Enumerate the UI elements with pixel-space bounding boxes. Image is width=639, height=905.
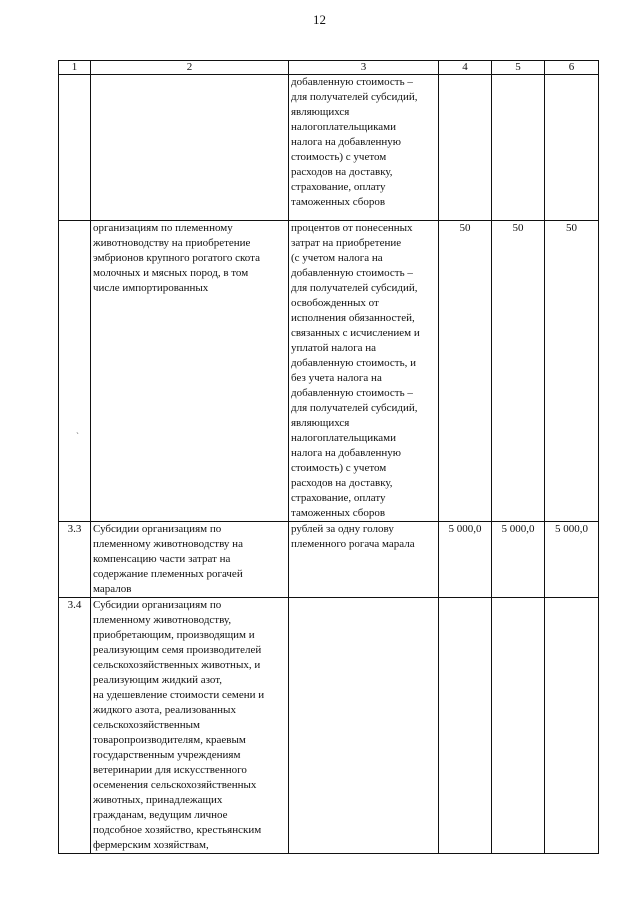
row-unit <box>289 598 439 854</box>
row-value-3 <box>545 598 599 854</box>
row-value-1: 50 <box>439 221 492 522</box>
column-header: 1 <box>59 61 91 75</box>
row-value-3: 5 000,0 <box>545 522 599 598</box>
row-number: 3.3 <box>59 522 91 598</box>
column-header: 2 <box>91 61 289 75</box>
row-unit: процентов от понесенных затрат на приобретение (с учетом налога на добавленную стоимость – для получателей субсидий, освобожденных от исполнения обязанностей, связанных с исчислением и уплатой налога на добавленную стоимость, и без учета налога на добавленную стоимость – для получателей субсидий, являющихся налогоплательщиками налога на добавленную стоимость) с учетом расходов на доставку, страхование, оплату таможенных сборов <box>289 221 439 522</box>
row-value-1 <box>439 598 492 854</box>
row-description: Субсидии организациям по племенному животноводству, приобретающим, производящим и реализующим семя производителей сельскохозяйственных животных, и реализующим жидкий азот, на удешевление стоимости семени и жидкого азота, реализованных сельскохозяйственным товаропроизводителям, краевым государственным учреждениям ветеринарии для искусственного осеменения сельскохозяйственных животных, принадлежащих гражданам, ведущим личное подсобное хозяйство, крестьянским фермерским хозяйствам, <box>91 598 289 854</box>
table-row <box>59 75 599 221</box>
row-value-3 <box>545 75 599 221</box>
table-header-row <box>59 61 599 75</box>
row-unit: добавленную стоимость – для получателей субсидий, являющихся налогоплательщиками налога на добавленную стоимость) с учетом расходов на доставку, страхование, оплату таможенных сборов <box>289 75 439 221</box>
column-header: 3 <box>289 61 439 75</box>
column-header: 4 <box>439 61 492 75</box>
row-value-2: 5 000,0 <box>492 522 545 598</box>
row-number <box>59 221 91 522</box>
table-row <box>59 221 599 522</box>
subsidy-table <box>58 60 599 854</box>
row-description: организациям по племенному животноводству на приобретение эмбрионов крупного рогатого скота молочных и мясных пород, в том числе импортированных <box>91 221 289 522</box>
column-header: 5 <box>492 61 545 75</box>
row-value-1: 5 000,0 <box>439 522 492 598</box>
row-value-2 <box>492 598 545 854</box>
table-row <box>59 522 599 598</box>
row-description: Субсидии организациям по племенному животноводству на компенсацию части затрат на содержание племенных рогачей маралов <box>91 522 289 598</box>
scan-artifact-mark: ` <box>76 431 79 441</box>
row-value-2: 50 <box>492 221 545 522</box>
row-value-2 <box>492 75 545 221</box>
row-value-1 <box>439 75 492 221</box>
row-value-3: 50 <box>545 221 599 522</box>
row-number: 3.4 <box>59 598 91 854</box>
row-unit: рублей за одну голову племенного рогача марала <box>289 522 439 598</box>
row-description <box>91 75 289 221</box>
column-header: 6 <box>545 61 599 75</box>
page-number: 12 <box>313 12 326 27</box>
row-number <box>59 75 91 221</box>
table-row <box>59 598 599 854</box>
